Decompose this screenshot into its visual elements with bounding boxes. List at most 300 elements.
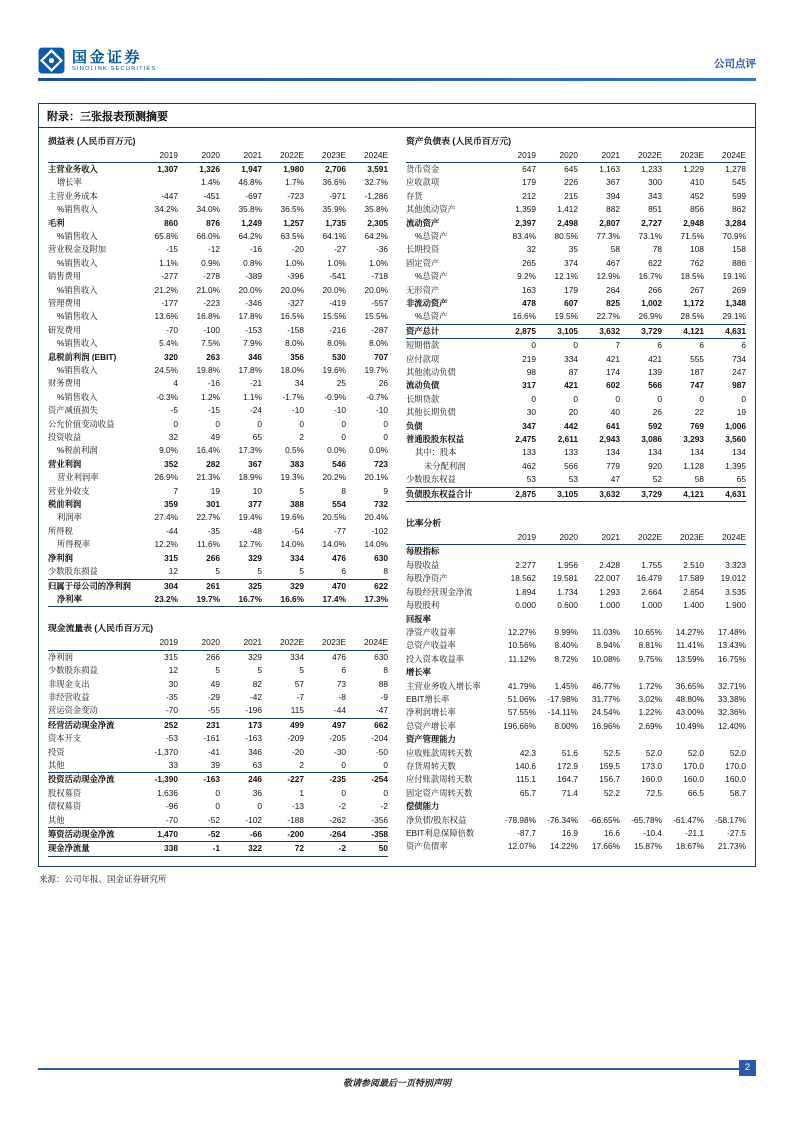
income-row	[48, 471, 388, 484]
year-label: 2021	[243, 149, 262, 160]
row-label: 资本开支	[48, 733, 82, 744]
cell-value: 1,307	[157, 163, 178, 174]
cell-value: 16.96%	[591, 720, 620, 731]
cell-value: 599	[732, 190, 746, 201]
cell-value: -15	[208, 405, 220, 416]
row-label: 其他	[48, 759, 65, 770]
income-row	[48, 404, 388, 417]
balance-row	[406, 217, 746, 230]
cell-value: -196	[245, 705, 262, 716]
cell-value: 374	[564, 257, 578, 268]
ratios-row	[406, 800, 746, 813]
income-row	[48, 176, 388, 189]
cell-value: 0	[215, 418, 220, 429]
cell-value: 53	[526, 474, 536, 485]
cell-value: -1.7%	[282, 391, 304, 402]
cell-value: 212	[522, 190, 536, 201]
row-label: 每股收益	[406, 559, 440, 570]
cell-value: -21	[250, 378, 262, 389]
year-header-spacer	[406, 531, 494, 544]
cell-value: -66.65%	[589, 814, 620, 825]
cell-value: -76.34%	[547, 814, 578, 825]
cell-value: 0	[615, 393, 620, 404]
year-label: 2022E	[638, 532, 662, 543]
cell-value: 851	[648, 204, 662, 215]
cell-value: 19	[736, 407, 746, 418]
cell-value: 30	[526, 407, 536, 418]
row-label: %销售收入	[57, 257, 98, 268]
ratios-row	[406, 639, 746, 652]
cell-value: 8.94%	[596, 640, 620, 651]
row-label: 固定资产周转天数	[406, 787, 473, 798]
year-label: 2023E	[680, 532, 704, 543]
income-statement-table	[48, 134, 388, 608]
balance-row	[406, 310, 746, 323]
cell-value: 317	[522, 380, 536, 391]
cell-value: 1,249	[241, 217, 262, 228]
cell-value: 747	[690, 380, 704, 391]
cell-value: 987	[732, 380, 746, 391]
income-row	[48, 391, 388, 404]
cell-value: 329	[248, 651, 262, 662]
row-label: 利润率	[57, 512, 82, 523]
cell-value: -35	[166, 691, 178, 702]
cell-value: 247	[732, 367, 746, 377]
row-label: %销售收入	[57, 391, 98, 402]
row-label: %总资产	[415, 230, 448, 241]
cell-value: 13.59%	[675, 653, 704, 664]
cell-value: 0	[531, 393, 536, 404]
cell-value: 58.7	[729, 787, 746, 798]
cell-value: 19.7%	[364, 365, 388, 375]
cell-value: 134	[690, 447, 704, 458]
cell-value: 1.72%	[638, 680, 662, 691]
income-row	[48, 351, 388, 364]
cell-value: 1.755	[641, 559, 662, 570]
cell-value	[494, 545, 536, 558]
cell-value: 9.2%	[517, 271, 536, 282]
cell-value: 1,348	[725, 297, 746, 308]
cell-value: -163	[245, 733, 262, 744]
cell-value: 28.5%	[680, 311, 704, 322]
cell-value: 4	[173, 378, 178, 389]
cell-value: 215	[564, 190, 578, 201]
cell-value: -29	[208, 691, 220, 702]
cell-value: -70	[166, 324, 178, 335]
cell-value	[704, 613, 746, 626]
cell-value: 0.9%	[201, 257, 220, 268]
cell-value: 10.49%	[675, 720, 704, 731]
cell-value: 57	[294, 678, 304, 689]
ratios-row	[406, 827, 746, 840]
ratios-row	[406, 706, 746, 719]
income-row	[48, 418, 388, 431]
cell-value: 3,105	[557, 325, 578, 336]
balance-table-title: 资产负债表 (人民币百万元)	[406, 135, 512, 146]
cell-value: 19.581	[552, 573, 578, 584]
cell-value: 1,359	[515, 204, 536, 215]
cell-value: 26.9%	[154, 472, 178, 483]
income-row	[48, 565, 388, 578]
income-row	[48, 377, 388, 390]
cell-value: 476	[332, 552, 346, 563]
cell-value: 66.5	[687, 787, 704, 798]
cell-value: 2.69%	[638, 720, 662, 731]
page-footer	[38, 1062, 756, 1089]
cell-value: 2,807	[599, 217, 620, 228]
row-label: 总资产收益率	[406, 640, 456, 651]
cashflow-row	[48, 746, 388, 759]
cell-value: 546	[332, 458, 346, 469]
cell-value: 3,105	[557, 488, 578, 499]
cell-value: 19.6%	[322, 365, 346, 375]
cell-value: 34.2%	[154, 204, 178, 215]
left-column	[48, 134, 388, 857]
row-label: 债权募资	[48, 801, 82, 812]
cell-value: 267	[690, 284, 704, 295]
cell-value: -10.4	[643, 828, 662, 838]
row-label: EBIT增长率	[406, 693, 450, 704]
row-label: 其他流动负债	[406, 367, 456, 377]
cell-value: 554	[332, 499, 346, 510]
cell-value: 80.5%	[554, 230, 578, 241]
cell-value: 17.66%	[591, 841, 620, 852]
cell-value: 40	[610, 407, 620, 418]
cell-value: 246	[248, 774, 262, 785]
row-label: 毛利	[48, 217, 65, 228]
cell-value	[494, 613, 536, 626]
cell-value: 0.600	[557, 600, 578, 611]
cell-value: 8.72%	[554, 653, 578, 664]
cell-value: 108	[690, 244, 704, 255]
ratios-row	[406, 586, 746, 599]
cell-value: 8.0%	[285, 338, 304, 349]
row-label: %总资产	[415, 271, 448, 282]
cell-value: 11.03%	[592, 626, 620, 637]
cell-value: 19.7%	[196, 593, 220, 604]
ratios-row	[406, 787, 746, 800]
cell-value: 1.400	[683, 600, 704, 611]
cell-value: 607	[564, 297, 578, 308]
balance-sheet-table	[406, 134, 746, 503]
header-divider	[38, 78, 756, 81]
cell-value: 5	[299, 485, 304, 496]
cell-value: 8.0%	[327, 338, 346, 349]
cell-value: 16.6%	[280, 593, 304, 604]
row-label: 主营业务收入	[48, 163, 98, 174]
cell-value: -205	[329, 733, 346, 744]
cell-value: 17.48%	[717, 626, 746, 637]
cell-value: 16.9	[561, 828, 578, 838]
cell-value: 8	[383, 566, 388, 577]
cell-value: 36.5%	[280, 204, 304, 215]
cashflow-table-title: 现金流量表 (人民币百万元)	[48, 623, 154, 634]
cell-value: 73	[336, 678, 346, 689]
row-label: 净资产收益率	[406, 626, 456, 637]
cashflow-row	[48, 732, 388, 745]
cell-value: 173	[248, 719, 262, 730]
cell-value: 0	[573, 393, 578, 404]
row-label: 营运资金变动	[48, 705, 98, 716]
cell-value: 21.3%	[196, 472, 220, 483]
cell-value: 622	[374, 580, 388, 591]
cell-value: 383	[290, 458, 304, 469]
cell-value: 6	[341, 566, 346, 577]
cell-value	[620, 800, 662, 813]
cell-value: 2.654	[683, 586, 704, 597]
row-label: 少数股东权益	[406, 474, 456, 485]
row-label: 其他长期负债	[406, 407, 456, 418]
ratios-row	[406, 814, 746, 827]
cell-value: 170.0	[683, 760, 704, 771]
income-row	[48, 190, 388, 203]
cell-value: 476	[332, 651, 346, 662]
cell-value: 18.562	[510, 573, 536, 584]
cashflow-row	[48, 787, 388, 800]
cell-value: 134	[732, 447, 746, 458]
year-label: 2019	[159, 149, 178, 160]
cell-value: 304	[164, 580, 178, 591]
cell-value: 19.4%	[238, 512, 262, 523]
income-row	[48, 364, 388, 377]
year-label: 2019	[159, 637, 178, 648]
cell-value: 7	[173, 485, 178, 496]
cell-value: 359	[164, 499, 178, 510]
cell-value: 7.5%	[201, 338, 220, 349]
ratios-row	[406, 693, 746, 706]
row-label: 长期投资	[406, 244, 440, 255]
cell-value: 12.07%	[507, 841, 536, 852]
cell-value	[578, 733, 620, 746]
cashflow-row	[48, 718, 388, 732]
ratios-row	[406, 572, 746, 585]
cell-value: 452	[690, 190, 704, 201]
balance-row	[406, 190, 746, 203]
cell-value: 16.7%	[638, 271, 662, 282]
income-row	[48, 485, 388, 498]
cell-value: 32.7%	[364, 177, 388, 188]
cell-value: 172.9	[557, 760, 578, 771]
cell-value: -0.7%	[366, 391, 388, 402]
cell-value: 16.6%	[512, 311, 536, 322]
cell-value: 0	[657, 393, 662, 404]
cell-value	[578, 545, 620, 558]
cell-value: 17.589	[678, 573, 704, 584]
row-label: 无形资产	[406, 284, 440, 295]
cell-value: 140.6	[515, 760, 536, 771]
cell-value: 7.9%	[243, 338, 262, 349]
cell-value: 0	[383, 432, 388, 443]
cell-value: -557	[371, 297, 388, 308]
cell-value: -16	[250, 244, 262, 255]
cell-value: -27	[334, 244, 346, 255]
cell-value: 39	[210, 759, 220, 770]
row-label: 所得税	[48, 525, 73, 536]
row-label: 普通股股东权益	[406, 434, 465, 445]
row-label: 负债股东权益合计	[406, 488, 473, 499]
cashflow-row	[48, 759, 388, 772]
row-label: 总资产增长率	[406, 720, 456, 731]
row-label: 净利润	[48, 552, 73, 563]
cell-value: 3,086	[641, 434, 662, 445]
income-row	[48, 257, 388, 270]
cell-value	[704, 666, 746, 679]
cell-value: 2,397	[515, 217, 536, 228]
cell-value: 33	[168, 759, 178, 770]
cell-value: 36.65%	[675, 680, 704, 691]
cell-value: -419	[329, 297, 346, 308]
row-label: 财务费用	[48, 378, 82, 389]
cell-value: 46.8%	[238, 177, 262, 188]
cell-value: 88	[378, 678, 388, 689]
cell-value: 12	[168, 665, 178, 676]
cell-value: 1.7%	[285, 177, 304, 188]
cell-value: 499	[290, 719, 304, 730]
row-label: 筹资活动现金净流	[48, 829, 115, 839]
ratios-row	[406, 840, 746, 853]
balance-row	[406, 163, 746, 176]
row-label: 主营业务成本	[48, 190, 98, 201]
cell-value: 115.1	[515, 774, 536, 785]
balance-row	[406, 433, 746, 446]
cell-value	[662, 800, 704, 813]
cell-value: 3,632	[599, 325, 620, 336]
year-label: 2021	[243, 637, 262, 648]
cell-value: -0.3%	[156, 391, 178, 402]
cell-value: 1.293	[599, 586, 620, 597]
row-label: 投资活动现金净流	[48, 774, 115, 785]
cell-value	[704, 800, 746, 813]
cell-value: 645	[564, 163, 578, 174]
income-row	[48, 284, 388, 297]
cell-value: 98	[526, 367, 536, 377]
cell-value: -50	[376, 746, 388, 757]
cell-value: 52.0	[645, 747, 662, 758]
cell-value: 1	[299, 787, 304, 798]
cell-value: 264	[606, 284, 620, 295]
cell-value: 18.67%	[675, 841, 704, 852]
row-label: %总资产	[415, 311, 448, 322]
cell-value: -24	[250, 405, 262, 416]
balance-row	[406, 366, 746, 379]
year-label: 2022E	[280, 637, 304, 648]
cell-value: 52.2	[603, 787, 620, 798]
cell-value: 49	[210, 678, 220, 689]
cell-value: -27.5	[727, 828, 746, 838]
row-label: 资产负债率	[406, 841, 448, 852]
cell-value: 5.4%	[159, 338, 178, 349]
cell-value: 58	[694, 474, 704, 485]
cell-value: -42	[250, 691, 262, 702]
cashflow-row	[48, 691, 388, 704]
year-label: 2023E	[680, 149, 704, 160]
cell-value: -8	[338, 691, 346, 702]
ratios-row	[406, 545, 746, 558]
cell-value: -396	[287, 271, 304, 282]
cell-value: 762	[690, 257, 704, 268]
cell-value: -718	[371, 271, 388, 282]
cell-value: 179	[522, 177, 536, 188]
cell-value: 630	[374, 651, 388, 662]
cell-value: 325	[248, 580, 262, 591]
cell-value: 315	[164, 651, 178, 662]
cell-value: 12.1%	[554, 271, 578, 282]
cell-value: 20.4%	[364, 512, 388, 523]
cell-value: 231	[206, 719, 220, 730]
cell-value: 2.277	[515, 559, 536, 570]
cell-value	[620, 545, 662, 558]
cell-value: 497	[332, 719, 346, 730]
cell-value: 266	[648, 284, 662, 295]
cell-value: 410	[690, 177, 704, 188]
cell-value: 2,611	[557, 434, 578, 445]
cell-value	[704, 545, 746, 558]
income-row	[48, 324, 388, 337]
cell-value: 0	[383, 787, 388, 798]
row-label: %销售收入	[57, 284, 98, 295]
cell-value: 83.4%	[512, 230, 536, 241]
cell-value	[662, 666, 704, 679]
year-label: 2020	[201, 149, 220, 160]
cell-value: -358	[371, 829, 388, 839]
cashflow-year-header	[48, 636, 388, 650]
year-label: 2024E	[722, 532, 746, 543]
row-label: 非流动资产	[406, 297, 448, 308]
row-label: 税前利润	[48, 499, 82, 510]
cell-value: 0	[699, 393, 704, 404]
cell-value	[536, 613, 578, 626]
income-row	[48, 243, 388, 256]
cell-value: -10	[334, 405, 346, 416]
cell-value: 4,121	[683, 488, 704, 499]
cell-value: 26	[652, 407, 662, 418]
cell-value: 22.7%	[596, 311, 620, 322]
cell-value: 32	[168, 432, 178, 443]
cell-value: -723	[287, 190, 304, 201]
cell-value: 26	[378, 378, 388, 389]
cell-value: 3.535	[725, 586, 746, 597]
cell-value: -216	[329, 324, 346, 335]
cell-value: 0.8%	[243, 257, 262, 268]
cell-value: 530	[332, 351, 346, 362]
income-row	[48, 444, 388, 457]
cell-value	[578, 800, 620, 813]
cell-value: -1,286	[364, 190, 388, 201]
cell-value: 35.9%	[322, 204, 346, 215]
balance-row	[406, 420, 746, 433]
cell-value: 43.00%	[675, 707, 704, 718]
row-label: 货币资金	[406, 163, 440, 174]
row-label: 公允价值变动收益	[48, 418, 115, 429]
cell-value: 0	[215, 787, 220, 798]
row-label: 每股股利	[406, 600, 440, 611]
cell-value: 0.000	[515, 600, 536, 611]
income-row	[48, 538, 388, 551]
cell-value: 11.41%	[676, 640, 704, 651]
ratio-analysis-table	[406, 516, 746, 854]
cell-value: -161	[203, 733, 220, 744]
income-row	[48, 579, 388, 593]
cell-value: -2	[338, 843, 346, 854]
cell-value: 1,006	[725, 420, 746, 431]
row-label: 其他	[48, 814, 65, 825]
cell-value: -1,370	[154, 746, 178, 757]
cell-value: 734	[732, 353, 746, 364]
cell-value: 179	[564, 284, 578, 295]
cell-value: 34.0%	[196, 204, 220, 215]
row-label: 股权募资	[48, 787, 82, 798]
cell-value: -36	[376, 244, 388, 255]
